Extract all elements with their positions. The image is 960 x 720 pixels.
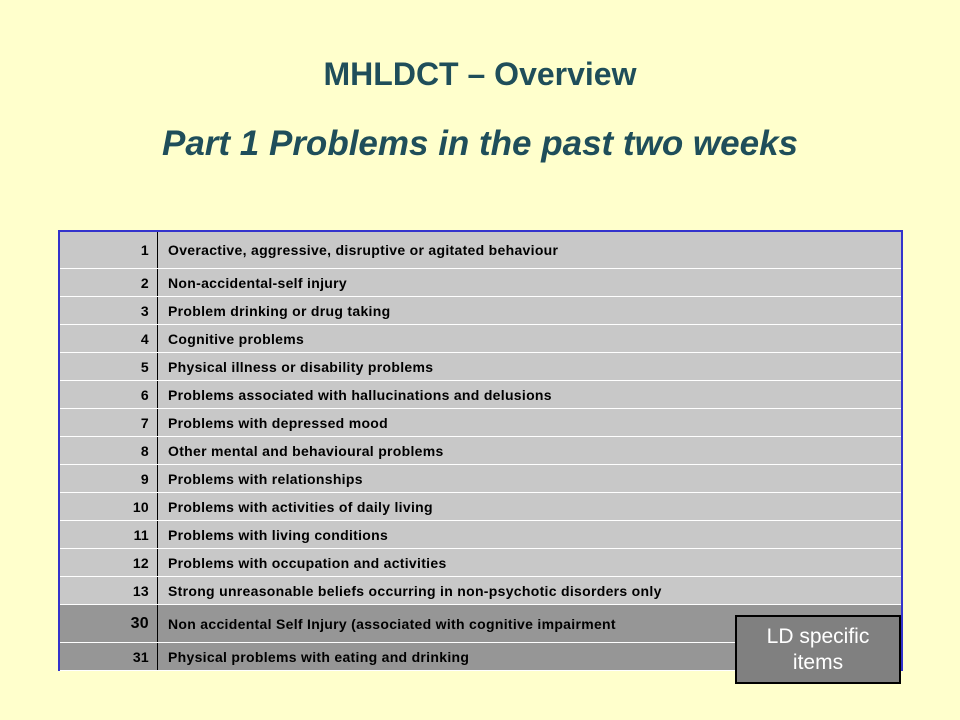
item-description: Problems with living conditions — [158, 521, 903, 549]
table-row — [59, 297, 902, 325]
table-row — [59, 577, 902, 605]
item-number: 8 — [59, 437, 158, 465]
item-number: 3 — [59, 297, 158, 325]
table-row — [59, 409, 902, 437]
table-row — [59, 521, 902, 549]
item-description: Problems with occupation and activities — [158, 549, 903, 577]
table-row — [59, 437, 902, 465]
item-number: 31 — [59, 643, 158, 671]
slide-subtitle: Part 1 Problems in the past two weeks — [161, 124, 799, 163]
table-row — [59, 353, 902, 381]
item-description: Overactive, aggressive, disruptive or agitated behaviour — [158, 231, 903, 269]
item-number: 4 — [59, 325, 158, 353]
table-row — [59, 381, 902, 409]
item-number: 9 — [59, 465, 158, 493]
table-row — [59, 325, 902, 353]
item-number: 6 — [59, 381, 158, 409]
item-description: Problems with activities of daily living — [158, 493, 903, 521]
ld-specific-callout: LD specific items — [735, 615, 901, 684]
item-description: Non-accidental-self injury — [158, 269, 903, 297]
item-number: 2 — [59, 269, 158, 297]
item-number: 12 — [59, 549, 158, 577]
table-row — [59, 465, 902, 493]
item-number: 7 — [59, 409, 158, 437]
item-number: 5 — [59, 353, 158, 381]
table-row — [59, 493, 902, 521]
item-description: Physical illness or disability problems — [158, 353, 903, 381]
item-number: 10 — [59, 493, 158, 521]
item-description: Problems with depressed mood — [158, 409, 903, 437]
item-description: Non accidental Self Injury (associated with cognitive impairment — [158, 605, 903, 643]
slide-title: MHLDCT – Overview — [323, 56, 637, 92]
item-description: Strong unreasonable beliefs occurring in non-psychotic disorders only — [158, 577, 903, 605]
problems-table — [58, 230, 903, 671]
table-row — [59, 269, 902, 297]
item-number: 30 — [59, 605, 158, 643]
item-description: Cognitive problems — [158, 325, 903, 353]
item-description: Problems associated with hallucinations and delusions — [158, 381, 903, 409]
item-number: 1 — [59, 231, 158, 269]
item-description: Problem drinking or drug taking — [158, 297, 903, 325]
item-description: Other mental and behavioural problems — [158, 437, 903, 465]
item-number: 13 — [59, 577, 158, 605]
table-row — [59, 231, 902, 269]
item-description: Physical problems with eating and drinking — [158, 643, 903, 671]
item-description: Problems with relationships — [158, 465, 903, 493]
item-number: 11 — [59, 521, 158, 549]
table-row — [59, 549, 902, 577]
